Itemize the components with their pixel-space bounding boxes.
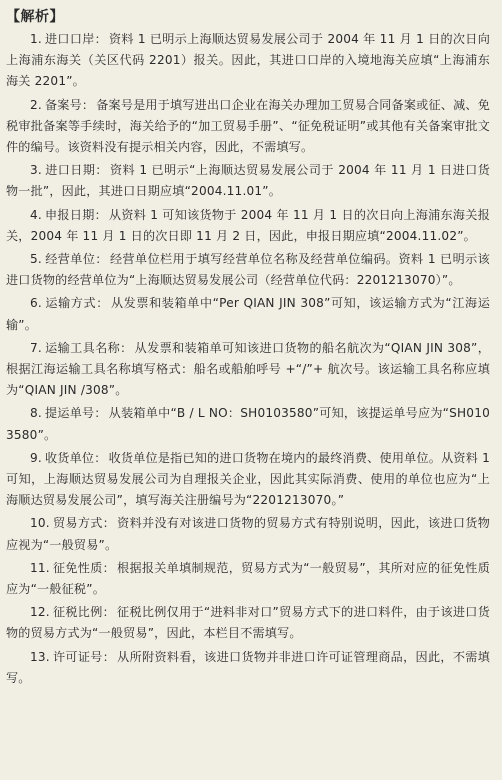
item-term: 申报日期： <box>44 207 107 222</box>
item-text: 从装箱单中“B / L NO：SH0103580”可知，该提运单号应为“SH0103580”。 <box>6 406 490 442</box>
item-number: 8. <box>30 406 42 421</box>
item-text: 经营单位栏用于填写经营单位名称及经营单位编码。资料 1 已明示该进口货物的经营单位为“上海顺达贸易发展公司（经营单位代码：2201213070）”。 <box>6 252 490 288</box>
item-term: 收货单位： <box>44 450 107 465</box>
item-text: 资料并没有对该进口货物的贸易方式有特别说明，因此，该进口货物应视为“一般贸易”。 <box>6 516 490 552</box>
item-text: 资料 1 已明示“上海顺达贸易发展公司于 2004 年 11 月 1 日进口货物一批”，因此，其进口日期应填“2004.11.01”。 <box>6 163 490 199</box>
analysis-list <box>6 29 490 689</box>
analysis-item-4 <box>6 205 490 247</box>
item-term: 许可证号： <box>52 649 116 664</box>
analysis-item-11 <box>6 558 490 600</box>
item-number: 7. <box>30 340 42 355</box>
item-number: 2. <box>30 97 42 112</box>
item-term: 经营单位： <box>44 252 108 267</box>
item-text: 征税比例仅用于“进料非对口”贸易方式下的进口料件，由于该进口货物的贸易方式为“一般贸易”，因此，本栏目不需填写。 <box>6 605 490 641</box>
item-number: 5. <box>30 252 42 267</box>
item-number: 13. <box>30 649 50 664</box>
analysis-item-8 <box>6 403 490 445</box>
item-number: 6. <box>30 296 42 311</box>
analysis-item-13 <box>6 647 490 689</box>
item-text: 从发票和装箱单可知该进口货物的船名航次为“QIAN JIN 308”，根据江海运输工具名称填写格式：船名或船舶呼号 +“/”+ 航次号。该运输工具名称应填为“QIAN JIN /308”。 <box>6 340 490 398</box>
item-term: 征免性质： <box>52 560 116 575</box>
item-text: 从发票和装箱单中“Per QIAN JIN 308”可知，该运输方式为“江海运输”。 <box>6 296 490 332</box>
analysis-item-9 <box>6 448 490 512</box>
analysis-item-2 <box>6 95 490 159</box>
analysis-item-1 <box>6 29 490 93</box>
item-term: 贸易方式： <box>52 516 116 531</box>
item-number: 1. <box>30 32 42 46</box>
item-term: 进口日期： <box>44 163 108 178</box>
item-term: 进口口岸： <box>44 32 107 46</box>
item-text: 从所附资料看，该进口货物并非进口许可证管理商品，因此，不需填写。 <box>6 649 490 685</box>
item-text: 备案号是用于填写进出口企业在海关办理加工贸易合同备案或征、减、免税审批备案等手续时，海关给予的“加工贸易手册”、“征免税证明”或其他有关备案审批文件的编号。该资料没有提示相关内容，因此，不需填写。 <box>6 97 490 155</box>
analysis-item-10 <box>6 513 490 555</box>
item-text: 收货单位是指已知的进口货物在境内的最终消费、使用单位。从资料 1 可知，上海顺达贸易发展公司为自理报关企业，因此其实际消费、使用的单位也应为“上海顺达贸易发展公司”，填写海关注册编号为“2201213070。” <box>6 450 490 508</box>
item-text: 资料 1 已明示上海顺达贸易发展公司于 2004 年 11 月 1 日的次日向上海浦东海关（关区代码 2201）报关。因此，其进口口岸的入境地海关应填“上海浦东海关 2201”。 <box>6 32 490 89</box>
analysis-item-3 <box>6 160 490 202</box>
analysis-item-7 <box>6 338 490 402</box>
analysis-item-6 <box>6 293 490 335</box>
item-number: 12. <box>30 605 50 620</box>
item-term: 提运单号： <box>44 406 107 421</box>
analysis-item-12 <box>6 602 490 644</box>
item-term: 运输方式： <box>44 296 109 311</box>
analysis-item-5 <box>6 249 490 291</box>
item-number: 10. <box>30 516 50 531</box>
item-number: 3. <box>30 163 42 178</box>
analysis-heading: 【解析】 <box>6 9 64 25</box>
item-term: 运输工具名称： <box>44 340 133 355</box>
item-text: 从资料 1 可知该货物于 2004 年 11 月 1 日的次日向上海浦东海关报关，2004 年 11 月 1 日的次日即 11 月 2 日，因此，申报日期应填“2004.11.02”。 <box>6 207 490 243</box>
item-number: 9. <box>30 450 42 465</box>
item-term: 征税比例： <box>52 605 116 620</box>
item-term: 备案号： <box>44 97 95 112</box>
item-number: 11. <box>30 560 50 575</box>
item-number: 4. <box>30 207 42 222</box>
item-text: 根据报关单填制规范，贸易方式为“一般贸易”，其所对应的征免性质应为“一般征税”。 <box>6 560 490 597</box>
